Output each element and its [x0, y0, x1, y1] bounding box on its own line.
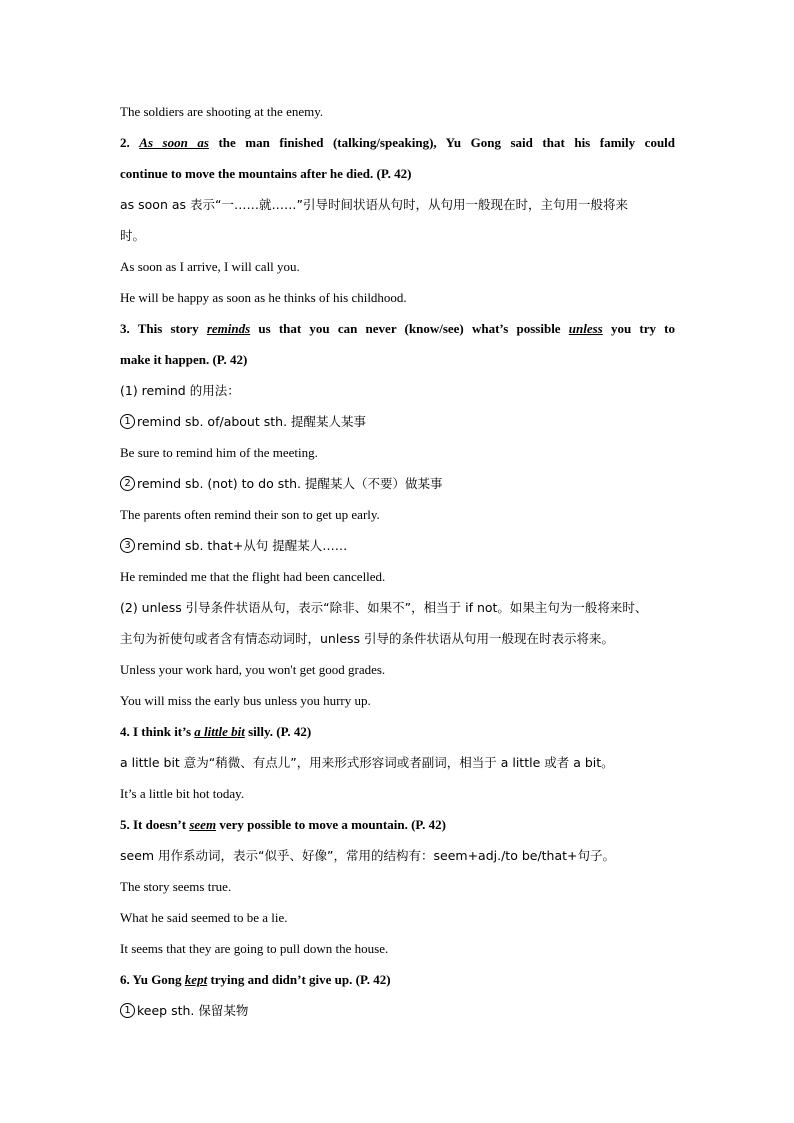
circled-number: 1	[120, 1003, 135, 1018]
heading-3	[120, 313, 675, 344]
example-sentence: The soldiers are shooting at the enemy.	[120, 104, 324, 119]
heading-text: trying and didn’t give up. (P. 42)	[207, 972, 391, 987]
heading-5	[120, 809, 675, 840]
heading-3-cont: make it happen. (P. 42)	[120, 352, 248, 367]
example-sentence: He will be happy as soon as he thinks of his childhood.	[120, 290, 407, 305]
usage-item	[120, 530, 675, 561]
explanation: seem 用作系动词，表示“似乎、好像”，常用的结构有：seem+adj./to be/that+句子。	[120, 848, 616, 863]
example-sentence: It’s a little bit hot today.	[120, 786, 245, 801]
keyword: reminds	[206, 321, 251, 336]
heading-text: very possible to move a mountain. (P. 42)	[216, 817, 446, 832]
example-sentence: It seems that they are going to pull down the house.	[120, 941, 389, 956]
keyword: seem	[189, 817, 217, 832]
heading-text: 3. This story	[120, 321, 207, 336]
usage-text: keep sth. 保留某物	[137, 1003, 249, 1018]
example-sentence: The parents often remind their son to get up early.	[120, 507, 380, 522]
example-sentence: He reminded me that the flight had been cancelled.	[120, 569, 386, 584]
usage-item	[120, 406, 675, 437]
usage-item	[120, 995, 675, 1026]
heading-text: the man finished (talking/speaking), Yu Gong said that his family could	[208, 135, 676, 150]
heading-text: us that you can never (know/see) what’s possible	[250, 321, 569, 336]
circled-number: 1	[120, 414, 135, 429]
heading-2-cont: continue to move the mountains after he died. (P. 42)	[120, 166, 412, 181]
keyword: kept	[184, 972, 208, 987]
explanation-cont: 时。	[120, 228, 146, 243]
heading-text: silly. (P. 42)	[244, 724, 312, 739]
example-sentence: As soon as I arrive, I will call you.	[120, 259, 300, 274]
example-sentence: Be sure to remind him of the meeting.	[120, 445, 318, 460]
example-sentence: The story seems true.	[120, 879, 232, 894]
explanation: as soon as 表示“一……就……”引导时间状语从句时，从句用一般现在时，主句用一般将来	[120, 197, 628, 212]
explanation: (2) unless 引导条件状语从句，表示“除非、如果不”，相当于 if not。如果主句为一般将来时、	[120, 600, 648, 615]
heading-text: 6. Yu Gong	[120, 972, 185, 987]
circled-number: 3	[120, 538, 135, 553]
explanation: a little bit 意为“稍微、有点儿”，用来形式形容词或者副词，相当于 a little 或者 a bit。	[120, 755, 614, 770]
heading-2	[120, 127, 675, 158]
example-sentence: Unless your work hard, you won't get good grades.	[120, 662, 386, 677]
heading-4	[120, 716, 675, 747]
example-sentence: You will miss the early bus unless you hurry up.	[120, 693, 371, 708]
usage-text: remind sb. that+从句 提醒某人……	[137, 538, 348, 553]
usage-text: remind sb. of/about sth. 提醒某人某事	[137, 414, 367, 429]
keyword: a little bit	[194, 724, 245, 739]
heading-6	[120, 964, 675, 995]
circled-number: 2	[120, 476, 135, 491]
heading-text: 5. It doesn’t	[120, 817, 190, 832]
usage-item	[120, 468, 675, 499]
usage-text: remind sb. (not) to do sth. 提醒某人（不要）做某事	[137, 476, 443, 491]
document-page	[120, 96, 675, 1026]
heading-text: 4. I think it’s	[120, 724, 195, 739]
heading-text: you try to	[602, 321, 675, 336]
heading-number: 2.	[120, 135, 140, 150]
explanation-cont: 主句为祈使句或者含有情态动词时，unless 引导的条件状语从句用一般现在时表示将来。	[120, 631, 615, 646]
example-sentence: What he said seemed to be a lie.	[120, 910, 288, 925]
subheading: (1) remind 的用法：	[120, 383, 240, 398]
keyword: unless	[568, 321, 603, 336]
keyword: As soon as	[139, 135, 209, 150]
